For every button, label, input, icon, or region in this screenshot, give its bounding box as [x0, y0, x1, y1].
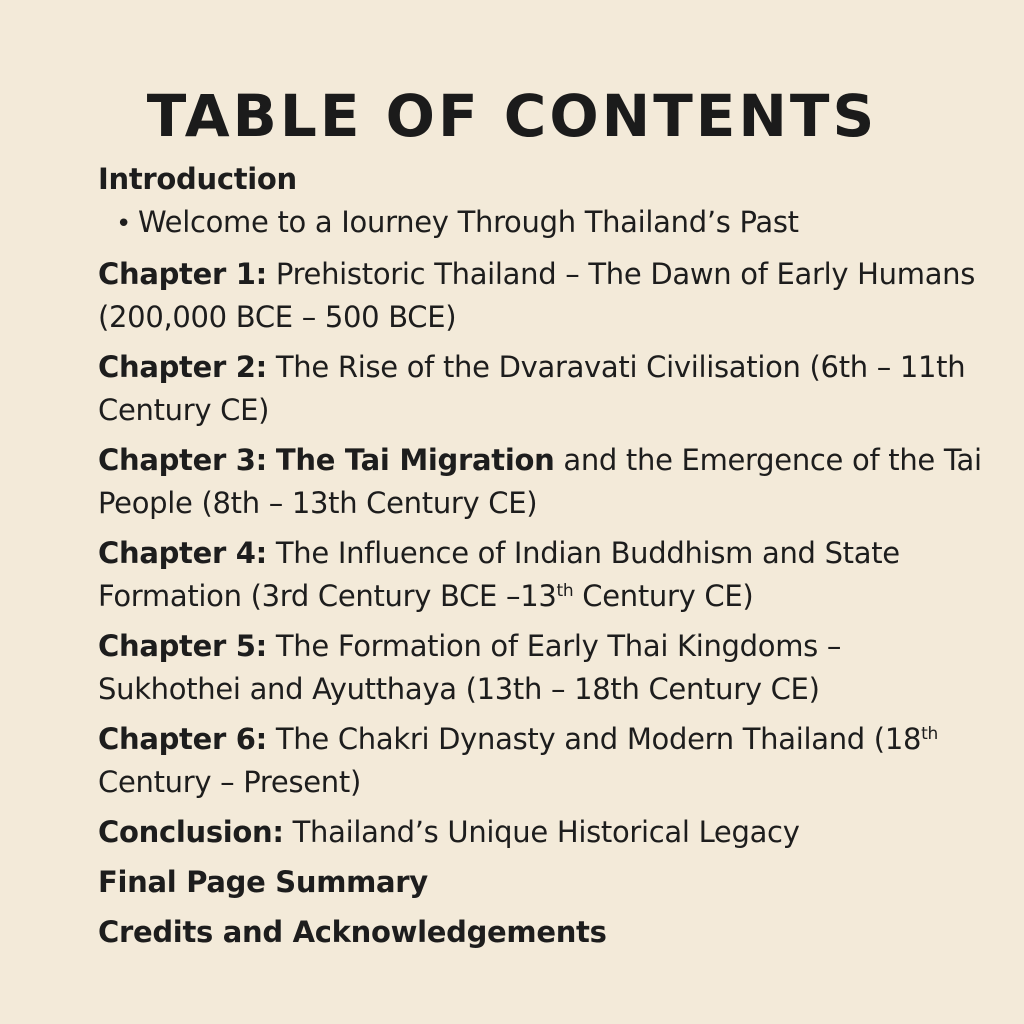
chapter-label: Chapter 6:	[98, 722, 267, 756]
page-title: TABLE OF CONTENTS	[146, 81, 878, 150]
chapter-title-end: Century – Present)	[98, 765, 361, 799]
chapter-title: The Formation of Early Thai Kingdoms – Sukhothei and Ayutthaya (13th – 18th Century CE)	[98, 629, 842, 706]
final-summary-title: Final Page Summary	[98, 865, 428, 899]
chapter-title-end: Century CE)	[582, 579, 754, 613]
conclusion-label: Conclusion:	[98, 815, 284, 849]
introduction-item: Welcome to a Iourney Through Thailand’s Past	[138, 205, 799, 239]
chapter-title: and the Emergence of the Tai People (8th – 13th Century CE)	[98, 443, 982, 520]
toc-chapter-1	[98, 253, 988, 339]
toc-chapter-2	[98, 346, 988, 432]
toc-chapter-5	[98, 625, 988, 711]
toc-chapter-4	[98, 532, 988, 618]
chapter-label: Chapter 5:	[98, 629, 267, 663]
toc-introduction-subitem	[116, 201, 988, 246]
chapter-title: The Rise of the Dvaravati Civilisation (6th – 11th Century CE)	[98, 350, 966, 427]
toc-chapter-3	[98, 439, 988, 525]
toc-chapter-6	[98, 718, 988, 804]
introduction-heading: Introduction	[98, 162, 297, 196]
bullet-icon: •	[116, 209, 132, 239]
toc-conclusion	[98, 811, 988, 854]
chapter-superscript: th	[921, 724, 938, 744]
chapter-label: Chapter 4:	[98, 536, 267, 570]
toc-credits	[98, 911, 988, 954]
chapter-superscript: th	[556, 581, 574, 601]
toc-introduction	[98, 158, 988, 201]
toc-final-summary	[98, 861, 988, 904]
chapter-label: Chapter 2:	[98, 350, 267, 384]
chapter-label: Chapter 1:	[98, 257, 267, 291]
table-of-contents	[98, 158, 988, 961]
chapter-title: Prehistoric Thailand – The Dawn of Early Humans (200,000 BCE – 500 BCE)	[98, 257, 976, 334]
conclusion-title: Thailand’s Unique Historical Legacy	[292, 815, 800, 849]
chapter-title: The Influence of Indian Buddhism and State Formation (3rd Century BCE –13	[98, 536, 900, 613]
chapter-label: Chapter 3:	[98, 443, 267, 477]
chapter-emphasis: The Tai Migration	[275, 443, 555, 477]
credits-title: Credits and Acknowledgements	[98, 915, 607, 949]
chapter-title: The Chakri Dynasty and Modern Thailand (18	[275, 722, 922, 756]
